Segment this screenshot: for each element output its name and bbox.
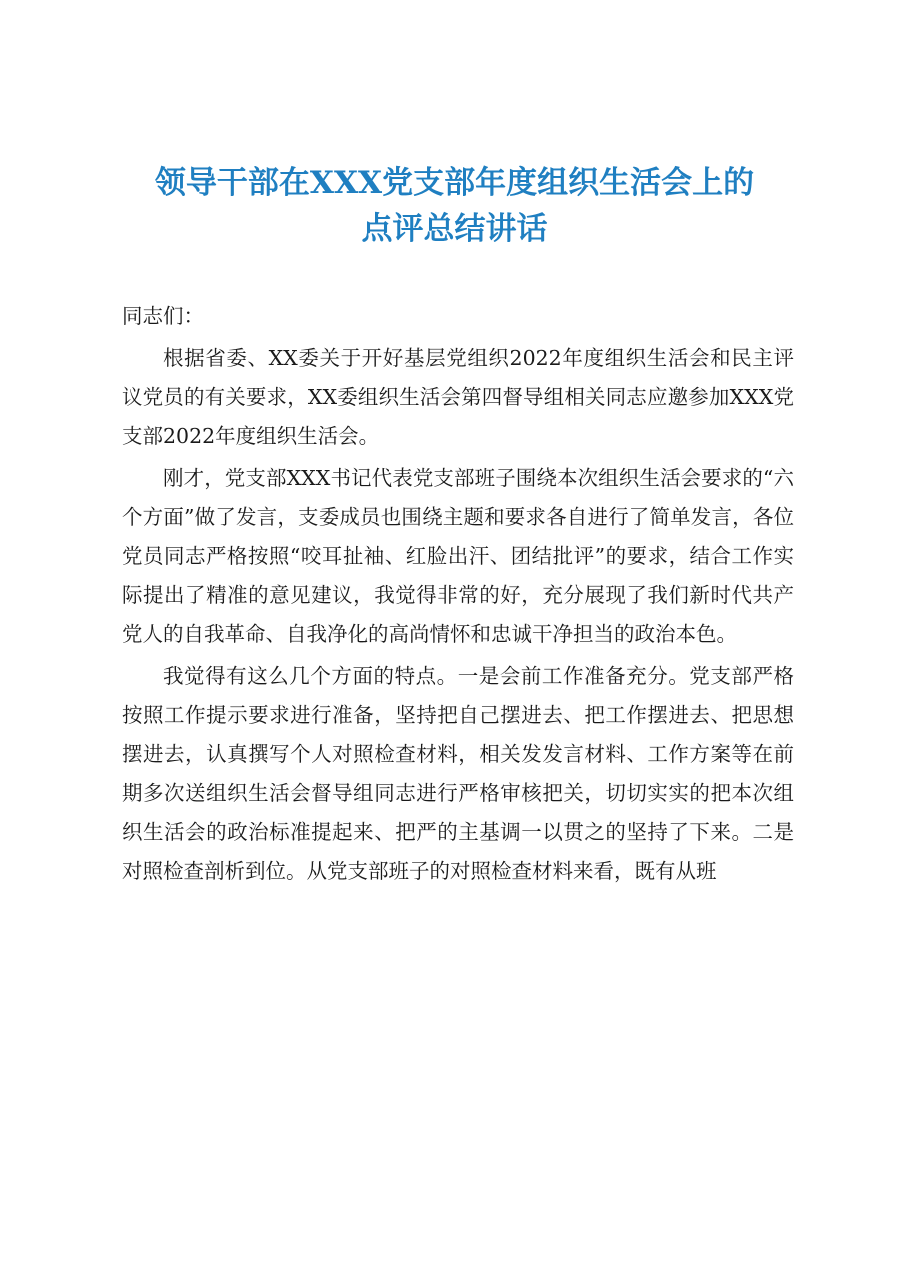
salutation: 同志们： — [122, 304, 204, 328]
paragraph-2: 刚才，党支部XXX书记代表党支部班子围绕本次组织生活会要求的“六个方面”做了发言，支委成员也围绕主题和要求各自进行了简单发言，各位党员同志严格按照“咬耳扯袖、红脸出汗、团结批评”的要求，结合工作实际提出了精准的意见建议，我觉得非常的好，充分展现了我们新时代共产党人的自我革命、自我净化的高尚情怀和忠诚干净担当的政治本色。 — [122, 466, 794, 646]
paragraph-1: 根据省委、XX委关于开好基层党组织2022年度组织生活会和民主评议党员的有关要求，XX委组织生活会第四督导组相关同志应邀参加XXX党支部2022年度组织生活会。 — [122, 346, 794, 448]
paragraph-3: 我觉得有这么几个方面的特点。一是会前工作准备充分。党支部严格按照工作提示要求进行准备，坚持把自己摆进去、把工作摆进去、把思想摆进去，认真撰写个人对照检查材料，相关发发言材料、工作方案等在前期多次送组织生活会督导组同志进行严格审核把关，切切实实的把本次组织生活会的政治标准提起来、把严的主基调一以贯之的坚持了下来。二是对照检查剖析到位。从党支部班子的对照检查材料来看，既有从班 — [122, 664, 794, 883]
document-title — [60, 160, 849, 252]
title-line-2: 点评总结讲话 — [361, 211, 548, 247]
document-body — [122, 297, 794, 894]
title-line-1: 领导干部在XXX党支部年度组织生活会上的 — [154, 165, 755, 201]
